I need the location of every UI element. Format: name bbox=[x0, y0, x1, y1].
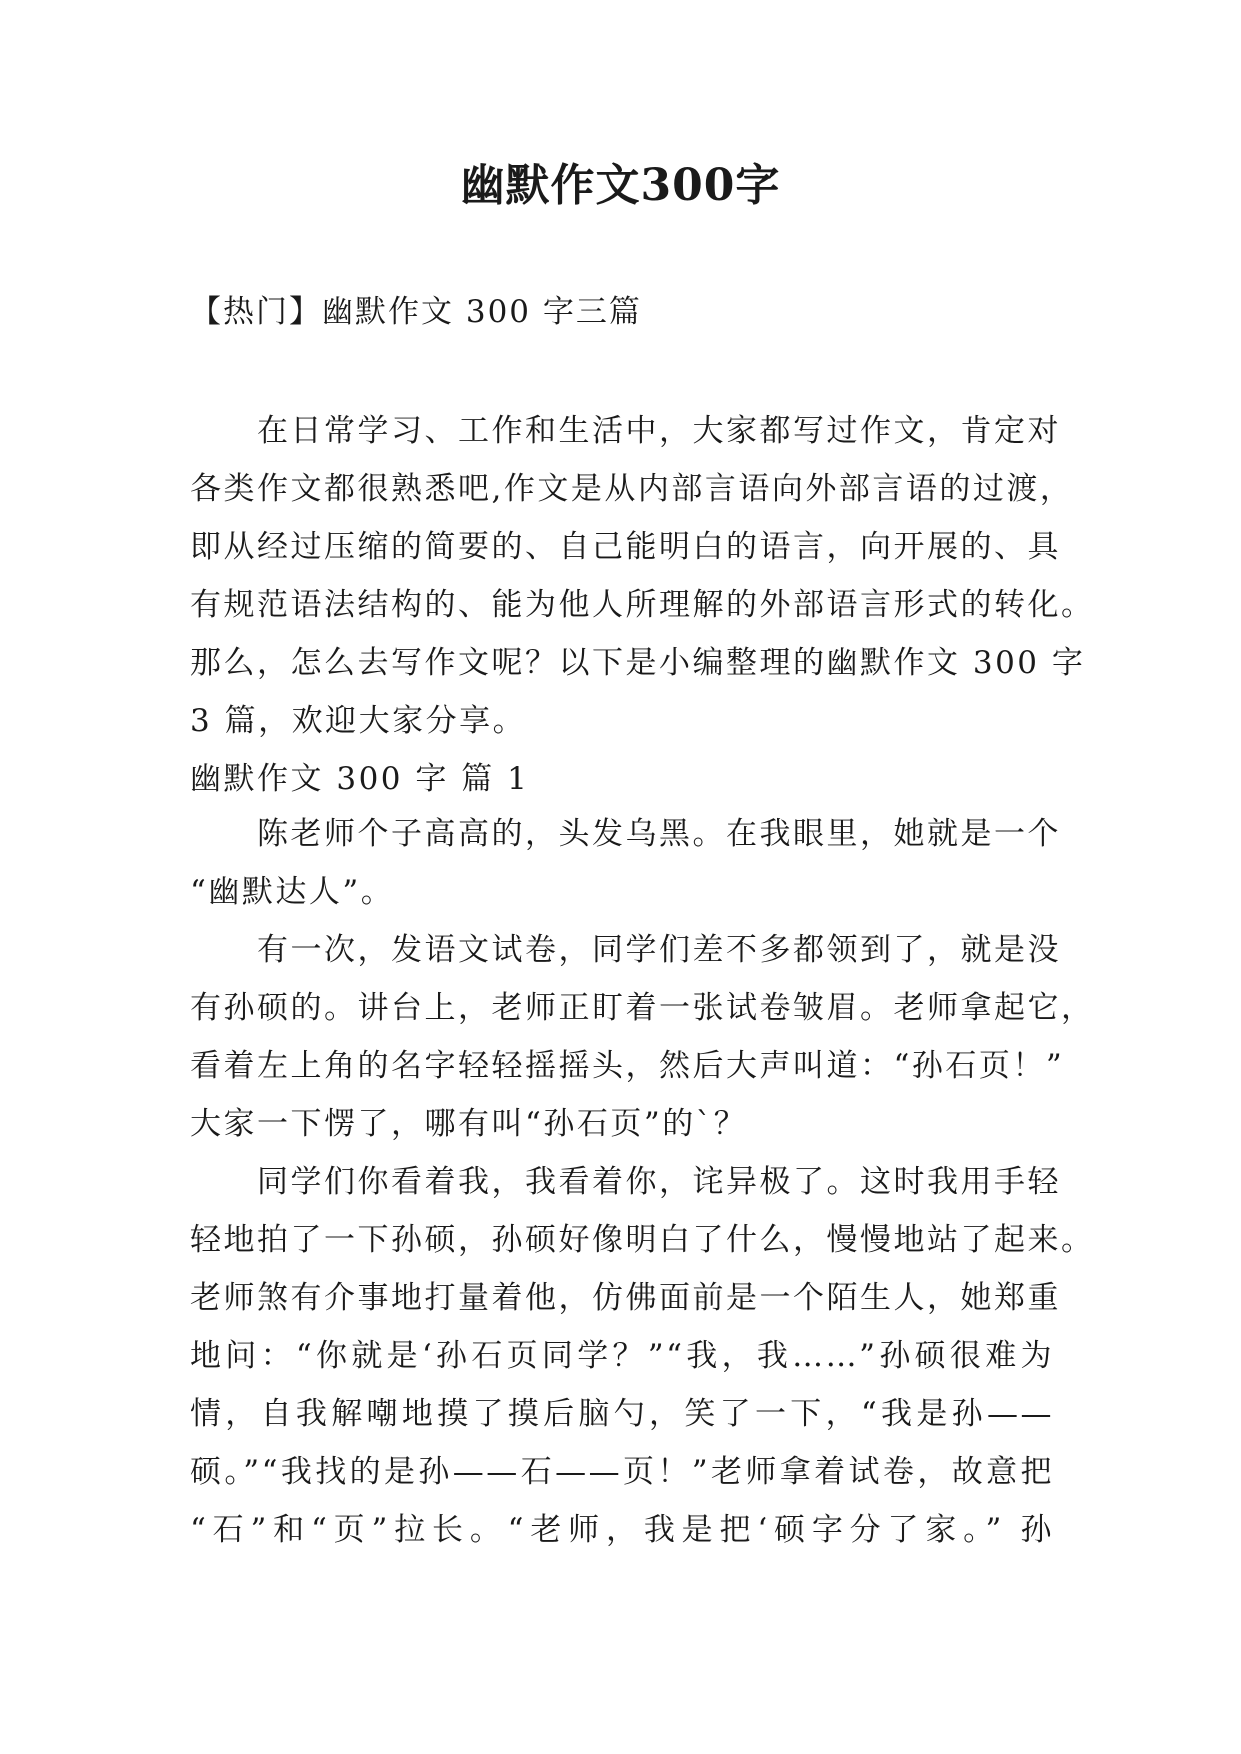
document-subtitle: 【热门】幽默作文 300 字三篇 bbox=[190, 294, 642, 330]
text-line: 大家一下愣了，哪有叫“孙石页”的`？ bbox=[190, 1106, 748, 1142]
text-line: “幽默达人”。 bbox=[190, 874, 395, 910]
text-line: 看着左上角的名字轻轻摇摇头，然后大声叫道：“孙石页！” bbox=[190, 1048, 1065, 1084]
text-line: 即从经过压缩的简要的、自己能明白的语言，向开展的、具 bbox=[190, 529, 1061, 565]
text-line: 有一次，发语文试卷，同学们差不多都领到了，就是没 bbox=[190, 932, 1061, 968]
text-line: 轻地拍了一下孙硕，孙硕好像明白了什么，慢慢地站了起来。 bbox=[190, 1222, 1095, 1258]
essay-body bbox=[190, 805, 1095, 1559]
text-line: 那么，怎么去写作文呢？以下是小编整理的幽默作文 300 字 bbox=[190, 645, 1086, 681]
document-title: 幽默作文300字 bbox=[460, 160, 781, 211]
intro-paragraph bbox=[190, 402, 1095, 808]
text-line: 地问：“你就是‘孙石页同学？”“我，我……”孙硕很难为 bbox=[190, 1338, 1054, 1374]
text-line: 情，自我解嘲地摸了摸后脑勺，笑了一下，“我是孙—— bbox=[190, 1396, 1054, 1432]
text-line: 有孙硕的。讲台上，老师正盯着一张试卷皱眉。老师拿起它， bbox=[190, 990, 1095, 1026]
text-line: 在日常学习、工作和生活中，大家都写过作文，肯定对 bbox=[190, 413, 1061, 449]
text-line: 3 篇，欢迎大家分享。 bbox=[190, 703, 527, 739]
text-line: 同学们你看着我，我看着你，诧异极了。这时我用手轻 bbox=[190, 1164, 1061, 1200]
text-line: 老师煞有介事地打量着他，仿佛面前是一个陌生人，她郑重 bbox=[190, 1280, 1061, 1316]
text-line: “石”和“页”拉长。“老师，我是把‘硕字分了家。” 孙 bbox=[190, 1512, 1054, 1548]
text-line: 各类作文都很熟悉吧,作文是从内部言语向外部言语的过渡， bbox=[190, 471, 1074, 507]
text-line: 有规范语法结构的、能为他人所理解的外部语言形式的转化。 bbox=[190, 587, 1095, 623]
section-heading: 幽默作文 300 字 篇 1 bbox=[190, 761, 530, 797]
text-line: 陈老师个子高高的，头发乌黑。在我眼里，她就是一个 bbox=[190, 816, 1061, 852]
text-line: 硕。”“我找的是孙——石——页！”老师拿着试卷，故意把 bbox=[190, 1454, 1054, 1490]
